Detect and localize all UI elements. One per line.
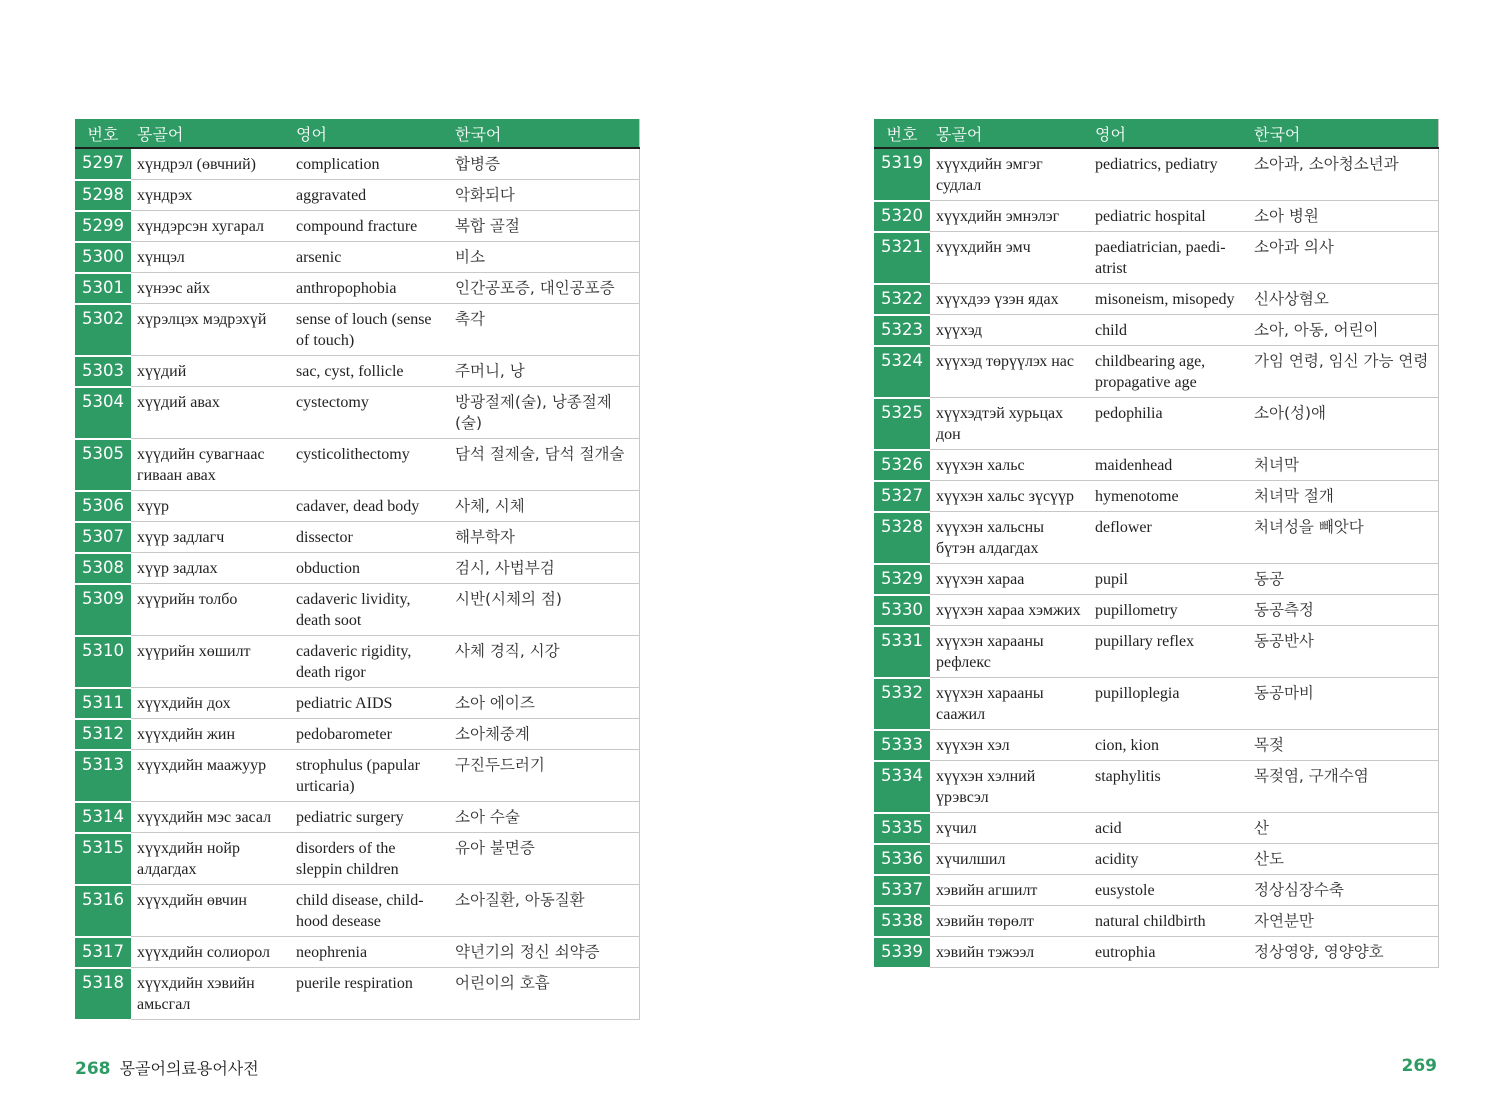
- entry-number: 5312: [75, 719, 131, 750]
- mongolian-term: хүүхэд төрүүлэх нас: [930, 346, 1089, 398]
- entry-number: 5330: [874, 595, 930, 626]
- header-number: 번호: [75, 119, 131, 148]
- table-row: [874, 844, 1438, 875]
- korean-term: 처녀성을 빼앗다: [1248, 512, 1438, 564]
- mongolian-term: хүүхдийн маажуур: [131, 750, 290, 802]
- korean-term: 사체 경직, 시강: [449, 636, 639, 688]
- entry-number: 5306: [75, 491, 131, 522]
- left-dictionary-table: [75, 119, 640, 1021]
- table-row: [874, 626, 1438, 678]
- korean-term: 구진두드러기: [449, 750, 639, 802]
- mongolian-term: хүүхэн харааны рефлекс: [930, 626, 1089, 678]
- entry-number: 5316: [75, 885, 131, 937]
- korean-term: 소아 수술: [449, 802, 639, 833]
- entry-number: 5333: [874, 730, 930, 761]
- entry-number: 5309: [75, 584, 131, 636]
- korean-term: 소아과, 소아청소년과: [1248, 148, 1438, 201]
- entry-number: 5328: [874, 512, 930, 564]
- english-term: sense of louch (sense of touch): [290, 304, 449, 356]
- entry-number: 5311: [75, 688, 131, 719]
- table-row: [75, 439, 639, 491]
- table-row: [874, 232, 1438, 284]
- korean-term: 소아 에이즈: [449, 688, 639, 719]
- english-term: dissector: [290, 522, 449, 553]
- table-row: [75, 148, 639, 180]
- english-term: acidity: [1089, 844, 1248, 875]
- korean-term: 목젖염, 구개수염: [1248, 761, 1438, 813]
- mongolian-term: хүүдийн сувагнаас гиваан авах: [131, 439, 290, 491]
- korean-term: 산도: [1248, 844, 1438, 875]
- english-term: child disease, child-hood desease: [290, 885, 449, 937]
- table-row: [874, 512, 1438, 564]
- table-row: [75, 885, 639, 937]
- korean-term: 시반(시체의 점): [449, 584, 639, 636]
- english-term: cadaveric rigidity, death rigor: [290, 636, 449, 688]
- entry-number: 5329: [874, 564, 930, 595]
- mongolian-term: хүрэлцэх мэдрэхүй: [131, 304, 290, 356]
- header-korean: 한국어: [1248, 119, 1438, 148]
- english-term: cadaver, dead body: [290, 491, 449, 522]
- entry-number: 5336: [874, 844, 930, 875]
- english-term: child: [1089, 315, 1248, 346]
- korean-term: 소아과 의사: [1248, 232, 1438, 284]
- english-term: eutrophia: [1089, 937, 1248, 968]
- korean-term: 유아 불면증: [449, 833, 639, 885]
- korean-term: 비소: [449, 242, 639, 273]
- table-row: [874, 315, 1438, 346]
- table-row: [874, 937, 1438, 968]
- entry-number: 5322: [874, 284, 930, 315]
- korean-term: 사체, 시체: [449, 491, 639, 522]
- korean-term: 검시, 사법부검: [449, 553, 639, 584]
- mongolian-term: хүндэрсэн хугарал: [131, 211, 290, 242]
- table-row: [75, 833, 639, 885]
- english-term: pedophilia: [1089, 398, 1248, 450]
- mongolian-term: хүүр задлагч: [131, 522, 290, 553]
- table-row: [75, 937, 639, 968]
- entry-number: 5301: [75, 273, 131, 304]
- korean-term: 소아질환, 아동질환: [449, 885, 639, 937]
- korean-term: 주머니, 낭: [449, 356, 639, 387]
- entry-number: 5310: [75, 636, 131, 688]
- table-row: [874, 678, 1438, 730]
- english-term: obduction: [290, 553, 449, 584]
- korean-term: 산: [1248, 813, 1438, 844]
- entry-number: 5298: [75, 180, 131, 211]
- left-table-body: [75, 148, 639, 1020]
- entry-number: 5337: [874, 875, 930, 906]
- entry-number: 5307: [75, 522, 131, 553]
- english-term: pupillary reflex: [1089, 626, 1248, 678]
- mongolian-term: хэвийн агшилт: [930, 875, 1089, 906]
- entry-number: 5334: [874, 761, 930, 813]
- entry-number: 5324: [874, 346, 930, 398]
- korean-term: 동공: [1248, 564, 1438, 595]
- mongolian-term: хүүхдийн хэвийн амьсгал: [131, 968, 290, 1020]
- mongolian-term: хүүр задлах: [131, 553, 290, 584]
- mongolian-term: хүчил: [930, 813, 1089, 844]
- table-row: [75, 553, 639, 584]
- english-term: pupillometry: [1089, 595, 1248, 626]
- english-term: childbearing age, propagative age: [1089, 346, 1248, 398]
- entry-number: 5304: [75, 387, 131, 439]
- english-term: natural childbirth: [1089, 906, 1248, 937]
- english-term: pupilloplegia: [1089, 678, 1248, 730]
- entry-number: 5320: [874, 201, 930, 232]
- korean-term: 가임 연령, 임신 가능 연령: [1248, 346, 1438, 398]
- mongolian-term: хүнээс айх: [131, 273, 290, 304]
- mongolian-term: хүнцэл: [131, 242, 290, 273]
- mongolian-term: хүүхдийн мэс засал: [131, 802, 290, 833]
- korean-term: 동공반사: [1248, 626, 1438, 678]
- korean-term: 어린이의 호흡: [449, 968, 639, 1020]
- table-row: [874, 201, 1438, 232]
- korean-term: 합병증: [449, 148, 639, 180]
- english-term: anthropophobia: [290, 273, 449, 304]
- korean-term: 자연분만: [1248, 906, 1438, 937]
- right-dictionary-table: [874, 119, 1439, 969]
- english-term: pediatric AIDS: [290, 688, 449, 719]
- english-term: arsenic: [290, 242, 449, 273]
- korean-term: 악화되다: [449, 180, 639, 211]
- korean-term: 정상영양, 영양양호: [1248, 937, 1438, 968]
- mongolian-term: хүүхдийн нойр алдагдах: [131, 833, 290, 885]
- header-korean: 한국어: [449, 119, 639, 148]
- mongolian-term: хүүхэн хэлний үрэвсэл: [930, 761, 1089, 813]
- table-row: [874, 481, 1438, 512]
- table-row: [874, 875, 1438, 906]
- english-term: acid: [1089, 813, 1248, 844]
- table-row: [75, 802, 639, 833]
- english-term: puerile respiration: [290, 968, 449, 1020]
- entry-number: 5338: [874, 906, 930, 937]
- table-row: [75, 356, 639, 387]
- english-term: neophrenia: [290, 937, 449, 968]
- english-term: pediatrics, pediatry: [1089, 148, 1248, 201]
- mongolian-term: хүүрийн хөшилт: [131, 636, 290, 688]
- entry-number: 5319: [874, 148, 930, 201]
- korean-term: 소아, 아동, 어린이: [1248, 315, 1438, 346]
- table-row: [75, 968, 639, 1020]
- table-row: [874, 148, 1438, 201]
- korean-term: 정상심장수축: [1248, 875, 1438, 906]
- english-term: deflower: [1089, 512, 1248, 564]
- entry-number: 5299: [75, 211, 131, 242]
- right-table-body: [874, 148, 1438, 968]
- book-title: 몽골어의료용어사전: [119, 1059, 259, 1078]
- korean-term: 약년기의 정신 쇠약증: [449, 937, 639, 968]
- table-header-row: [874, 119, 1438, 148]
- english-term: pediatric surgery: [290, 802, 449, 833]
- table-row: [874, 564, 1438, 595]
- mongolian-term: хүүхдийн эмнэлэг: [930, 201, 1089, 232]
- korean-term: 목젖: [1248, 730, 1438, 761]
- mongolian-term: хүүхдийн өвчин: [131, 885, 290, 937]
- entry-number: 5305: [75, 439, 131, 491]
- table-row: [874, 730, 1438, 761]
- left-page-number: 268: [75, 1059, 111, 1079]
- mongolian-term: хүүхэдтэй хурьцах дон: [930, 398, 1089, 450]
- entry-number: 5325: [874, 398, 930, 450]
- korean-term: 해부학자: [449, 522, 639, 553]
- entry-number: 5321: [874, 232, 930, 284]
- header-mongolian: 몽골어: [930, 119, 1089, 148]
- mongolian-term: хүүхдээ үзэн ядах: [930, 284, 1089, 315]
- table-row: [874, 284, 1438, 315]
- header-mongolian: 몽골어: [131, 119, 290, 148]
- mongolian-term: хүүхдийн солиорол: [131, 937, 290, 968]
- korean-term: 소아 병원: [1248, 201, 1438, 232]
- mongolian-term: хүүхэн хальсны бүтэн алдагдах: [930, 512, 1089, 564]
- right-page-number: 269: [1401, 1056, 1437, 1076]
- entry-number: 5323: [874, 315, 930, 346]
- table-row: [75, 719, 639, 750]
- mongolian-term: хүүхдийн эмгэг судлал: [930, 148, 1089, 201]
- english-term: sac, cyst, follicle: [290, 356, 449, 387]
- mongolian-term: хүүдий: [131, 356, 290, 387]
- table-row: [75, 688, 639, 719]
- korean-term: 동공측정: [1248, 595, 1438, 626]
- english-term: eusystole: [1089, 875, 1248, 906]
- korean-term: 인간공포증, 대인공포증: [449, 273, 639, 304]
- mongolian-term: хүүхэн хальс зүсүүр: [930, 481, 1089, 512]
- left-page-footer: [75, 1056, 259, 1079]
- english-term: strophulus (papular urticaria): [290, 750, 449, 802]
- mongolian-term: хүүдий авах: [131, 387, 290, 439]
- entry-number: 5326: [874, 450, 930, 481]
- table-row: [874, 346, 1438, 398]
- korean-term: 처녀막: [1248, 450, 1438, 481]
- entry-number: 5302: [75, 304, 131, 356]
- english-term: complication: [290, 148, 449, 180]
- entry-number: 5315: [75, 833, 131, 885]
- korean-term: 소아체중계: [449, 719, 639, 750]
- english-term: cadaveric lividity, death soot: [290, 584, 449, 636]
- mongolian-term: хүүхэн хэл: [930, 730, 1089, 761]
- table-row: [75, 304, 639, 356]
- english-term: paediatrician, paedi-atrist: [1089, 232, 1248, 284]
- english-term: cysticolithectomy: [290, 439, 449, 491]
- table-row: [75, 273, 639, 304]
- table-row: [75, 636, 639, 688]
- mongolian-term: хүүхдийн дох: [131, 688, 290, 719]
- mongolian-term: хүүрийн толбо: [131, 584, 290, 636]
- table-row: [75, 584, 639, 636]
- english-term: pediatric hospital: [1089, 201, 1248, 232]
- entry-number: 5313: [75, 750, 131, 802]
- mongolian-term: хэвийн төрөлт: [930, 906, 1089, 937]
- entry-number: 5300: [75, 242, 131, 273]
- header-english: 영어: [1089, 119, 1248, 148]
- mongolian-term: хүүр: [131, 491, 290, 522]
- mongolian-term: хүүхэд: [930, 315, 1089, 346]
- entry-number: 5335: [874, 813, 930, 844]
- table-row: [874, 450, 1438, 481]
- entry-number: 5318: [75, 968, 131, 1020]
- mongolian-term: хүүхдийн жин: [131, 719, 290, 750]
- table-row: [75, 242, 639, 273]
- entry-number: 5314: [75, 802, 131, 833]
- english-term: maidenhead: [1089, 450, 1248, 481]
- table-row: [874, 595, 1438, 626]
- entry-number: 5308: [75, 553, 131, 584]
- table-row: [75, 180, 639, 211]
- mongolian-term: хүндрэл (өвчний): [131, 148, 290, 180]
- mongolian-term: хүүхэн хальс: [930, 450, 1089, 481]
- mongolian-term: хүндрэх: [131, 180, 290, 211]
- entry-number: 5303: [75, 356, 131, 387]
- mongolian-term: хүчилшил: [930, 844, 1089, 875]
- english-term: aggravated: [290, 180, 449, 211]
- korean-term: 동공마비: [1248, 678, 1438, 730]
- entry-number: 5332: [874, 678, 930, 730]
- korean-term: 담석 절제술, 담석 절개술: [449, 439, 639, 491]
- english-term: pedobarometer: [290, 719, 449, 750]
- table-row: [75, 522, 639, 553]
- header-english: 영어: [290, 119, 449, 148]
- table-row: [75, 491, 639, 522]
- mongolian-term: хүүхэн хараа хэмжих: [930, 595, 1089, 626]
- english-term: misoneism, misopedy: [1089, 284, 1248, 315]
- mongolian-term: хүүхэн хараа: [930, 564, 1089, 595]
- korean-term: 소아(성)애: [1248, 398, 1438, 450]
- table-row: [75, 211, 639, 242]
- english-term: pupil: [1089, 564, 1248, 595]
- table-row: [75, 387, 639, 439]
- table-row: [874, 398, 1438, 450]
- entry-number: 5331: [874, 626, 930, 678]
- english-term: cystectomy: [290, 387, 449, 439]
- header-number: 번호: [874, 119, 930, 148]
- english-term: disorders of the sleppin children: [290, 833, 449, 885]
- entry-number: 5339: [874, 937, 930, 968]
- korean-term: 신사상혐오: [1248, 284, 1438, 315]
- english-term: hymenotome: [1089, 481, 1248, 512]
- table-row: [874, 906, 1438, 937]
- korean-term: 촉각: [449, 304, 639, 356]
- english-term: compound fracture: [290, 211, 449, 242]
- table-row: [874, 813, 1438, 844]
- entry-number: 5297: [75, 148, 131, 180]
- mongolian-term: хэвийн тэжээл: [930, 937, 1089, 968]
- entry-number: 5327: [874, 481, 930, 512]
- mongolian-term: хүүхэн харааны саажил: [930, 678, 1089, 730]
- mongolian-term: хүүхдийн эмч: [930, 232, 1089, 284]
- table-row: [75, 750, 639, 802]
- korean-term: 방광절제(술), 낭종절제(술): [449, 387, 639, 439]
- english-term: cion, kion: [1089, 730, 1248, 761]
- table-row: [874, 761, 1438, 813]
- entry-number: 5317: [75, 937, 131, 968]
- table-header-row: [75, 119, 639, 148]
- english-term: staphylitis: [1089, 761, 1248, 813]
- korean-term: 처녀막 절개: [1248, 481, 1438, 512]
- korean-term: 복합 골절: [449, 211, 639, 242]
